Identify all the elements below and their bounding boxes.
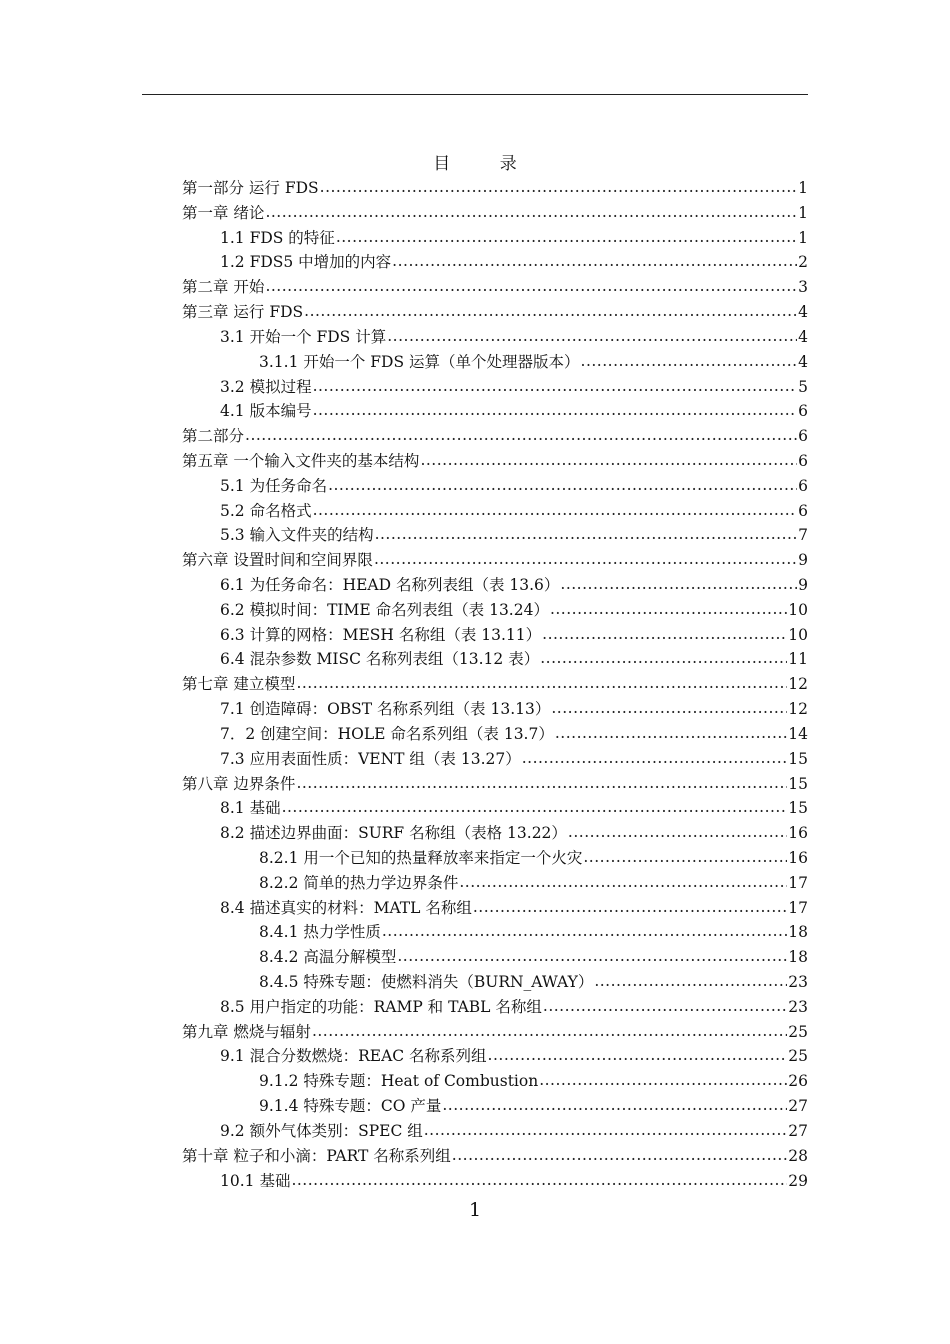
toc-entry[interactable]: [182, 474, 808, 499]
toc-entry[interactable]: [182, 325, 808, 350]
toc-entry-page: 16: [788, 824, 808, 843]
toc-entry[interactable]: [182, 1044, 808, 1069]
toc-entry-title: 8.4 描述真实的材料：MATL 名称组: [220, 898, 472, 917]
toc-entry-title: 3.1.1 开始一个 FDS 运算（单个处理器版本）: [259, 352, 580, 371]
toc-entry-title: 7.3 应用表面性质：VENT 组（表 13.27）: [220, 749, 521, 768]
toc-entry-title: 8.4.5 特殊专题：使燃料消失（BURN_AWAY）: [259, 973, 594, 991]
toc-entry-page: 15: [788, 799, 808, 818]
toc-dot-leader: [245, 423, 797, 448]
toc-entry-page: 17: [788, 898, 808, 917]
toc-entry[interactable]: [182, 300, 808, 325]
toc-dot-leader: [542, 622, 787, 647]
toc-dot-leader: [560, 572, 797, 597]
toc-entry-title: 6.2 模拟时间：TIME 命名列表组（表 13.24）: [220, 600, 549, 619]
toc-dot-leader: [320, 175, 797, 200]
toc-dot-leader: [265, 200, 797, 225]
toc-entry-page: 1: [798, 203, 808, 222]
toc-entry-page: 16: [788, 848, 808, 867]
toc-entry[interactable]: [182, 1069, 808, 1094]
toc-entry-title: 第十章 粒子和小滴：PART 名称系列组: [182, 1146, 451, 1165]
toc-entry-title: 第三章 运行 FDS: [182, 303, 304, 322]
toc-entry-title: 10.1 基础: [220, 1171, 291, 1190]
toc-dot-leader: [296, 771, 787, 796]
toc-dot-leader: [265, 274, 797, 299]
toc-entry-title: 3.2 模拟过程: [220, 377, 312, 396]
toc-dot-leader: [291, 1168, 787, 1193]
toc-dot-leader: [382, 919, 787, 944]
toc-dot-leader: [539, 1068, 787, 1093]
toc-entry[interactable]: [182, 399, 808, 424]
toc-entry-title: 9.2 额外气体类别：SPEC 组: [220, 1121, 423, 1140]
toc-entry-page: 18: [788, 923, 808, 942]
toc-entry-title: 9.1.2 特殊专题：Heat of Combustion: [259, 1072, 539, 1091]
toc-entry-title: 6.1 为任务命名：HEAD 名称列表组（表 13.6）: [220, 576, 560, 594]
toc-entry-page: 28: [788, 1146, 808, 1165]
toc-entry-page: 1: [798, 179, 808, 197]
toc-entry-page: 15: [788, 749, 808, 768]
toc-entry[interactable]: [182, 598, 808, 623]
toc-entry[interactable]: [182, 970, 808, 995]
toc-entry[interactable]: [182, 772, 808, 797]
toc-entry[interactable]: [182, 1144, 808, 1169]
toc-entry[interactable]: [182, 871, 808, 896]
toc-entry[interactable]: [182, 821, 808, 846]
toc-entry-title: 1.1 FDS 的特征: [220, 228, 335, 247]
toc-entry[interactable]: [182, 722, 808, 747]
toc-entry[interactable]: [182, 201, 808, 226]
toc-dot-leader: [459, 870, 787, 895]
toc-entry-title: 5.2 命名格式: [220, 501, 312, 520]
toc-entry-page: 29: [788, 1171, 808, 1190]
toc-entry-page: 14: [788, 724, 808, 743]
toc-dot-leader: [452, 1143, 787, 1168]
toc-dot-leader: [543, 994, 787, 1019]
toc-entry-page: 25: [788, 1022, 808, 1041]
toc-dot-leader: [375, 522, 798, 547]
toc-dot-leader: [442, 1093, 787, 1118]
toc-entry-title: 第六章 设置时间和空间界限: [182, 551, 373, 570]
toc-entry-title: 8.2 描述边界曲面：SURF 名称组（表格 13.22）: [220, 824, 567, 843]
toc-entry-page: 4: [798, 352, 808, 371]
toc-entry-page: 26: [788, 1072, 808, 1091]
toc-entry-title: 第一章 绪论: [182, 203, 265, 222]
toc-entry-page: 1: [798, 228, 808, 247]
toc-entry[interactable]: [182, 499, 808, 524]
toc-entry[interactable]: [182, 945, 808, 970]
toc-entry-title: 3.1 开始一个 FDS 计算: [220, 327, 387, 346]
toc-entry[interactable]: [182, 350, 808, 375]
toc-entry-page: 10: [788, 600, 808, 619]
toc-dot-leader: [397, 944, 787, 969]
toc-entry[interactable]: [182, 1020, 808, 1045]
toc-dot-leader: [550, 597, 787, 622]
toc-entry-title: 第七章 建立模型: [182, 675, 296, 694]
toc-entry-title: 第八章 边界条件: [182, 774, 296, 793]
toc-dot-leader: [522, 746, 788, 771]
toc-dot-leader: [568, 820, 787, 845]
toc-entry[interactable]: [182, 250, 808, 275]
toc-entry-title: 7．2 创建空间：HOLE 命名系列组（表 13.7）: [220, 724, 554, 743]
toc-entry[interactable]: [182, 548, 808, 573]
toc-entry-title: 5.1 为任务命名: [220, 476, 328, 495]
toc-dot-leader: [594, 969, 787, 994]
toc-entry-page: 15: [788, 774, 808, 793]
toc-entry[interactable]: [182, 796, 808, 821]
toc-dot-leader: [313, 498, 798, 523]
toc-entry-title: 第九章 燃烧与辐射: [182, 1022, 311, 1041]
toc-entry-title: 8.2.1 用一个已知的热量释放率来指定一个火灾: [259, 848, 583, 867]
toc-entry[interactable]: [182, 697, 808, 722]
toc-entry[interactable]: [182, 995, 808, 1020]
table-of-contents: [182, 176, 808, 1193]
toc-entry-title: 第二章 开始: [182, 278, 265, 297]
toc-entry-page: 18: [788, 948, 808, 967]
toc-dot-leader: [304, 299, 797, 324]
toc-entry-title: 9.1 混合分数燃烧：REAC 名称系列组: [220, 1047, 487, 1066]
toc-entry-page: 17: [788, 873, 808, 892]
toc-entry-page: 27: [788, 1121, 808, 1140]
toc-entry-title: 8.1 基础: [220, 799, 281, 818]
toc-dot-leader: [420, 448, 797, 473]
toc-entry-title: 1.2 FDS5 中增加的内容: [220, 253, 392, 272]
toc-entry-page: 12: [788, 700, 808, 719]
toc-entry-page: 9: [798, 576, 808, 594]
toc-entry-page: 6: [798, 476, 808, 495]
toc-entry[interactable]: [182, 920, 808, 945]
toc-entry-page: 23: [788, 973, 808, 991]
header-rule: [142, 94, 808, 95]
toc-dot-leader: [392, 249, 797, 274]
toc-entry[interactable]: [182, 647, 808, 672]
toc-entry-title: 8.2.2 简单的热力学边界条件: [259, 873, 459, 892]
toc-dot-leader: [387, 324, 797, 349]
toc-dot-leader: [328, 473, 797, 498]
toc-dot-leader: [583, 845, 787, 870]
toc-entry-title: 6.4 混杂参数 MISC 名称列表组（13.12 表）: [220, 650, 540, 669]
toc-entry-title: 第一部分 运行 FDS: [182, 179, 319, 197]
toc-title: 目 录: [433, 154, 539, 174]
toc-entry[interactable]: [182, 275, 808, 300]
toc-entry-title: 4.1 版本编号: [220, 402, 312, 421]
toc-entry-title: 6.3 计算的网格：MESH 名称组（表 13.11）: [220, 625, 542, 644]
toc-entry-page: 12: [788, 675, 808, 694]
toc-entry-page: 27: [788, 1097, 808, 1116]
toc-dot-leader: [313, 374, 798, 399]
toc-dot-leader: [336, 225, 797, 250]
toc-entry[interactable]: [182, 375, 808, 400]
toc-dot-leader: [473, 895, 787, 920]
toc-dot-leader: [374, 547, 797, 572]
toc-entry-page: 2: [798, 253, 808, 272]
toc-entry[interactable]: [182, 1169, 808, 1194]
toc-entry[interactable]: [182, 523, 808, 548]
toc-entry-title: 8.5 用户指定的功能：RAMP 和 TABL 名称组: [220, 997, 542, 1016]
toc-entry-page: 7: [798, 526, 808, 545]
toc-entry-title: 第二部分: [182, 427, 245, 446]
toc-entry[interactable]: [182, 896, 808, 921]
toc-entry-page: 6: [798, 451, 808, 470]
toc-entry-page: 3: [798, 278, 808, 297]
toc-dot-leader: [424, 1118, 788, 1143]
toc-entry-page: 9: [798, 551, 808, 570]
toc-dot-leader: [581, 349, 798, 374]
toc-dot-leader: [540, 646, 787, 671]
toc-entry-page: 11: [788, 650, 808, 669]
toc-entry-page: 25: [788, 1047, 808, 1066]
toc-entry-page: 10: [788, 625, 808, 644]
toc-entry-page: 5: [798, 377, 808, 396]
toc-entry-title: 第五章 一个输入文件夹的基本结构: [182, 451, 420, 470]
toc-dot-leader: [555, 721, 787, 746]
toc-entry-page: 6: [798, 501, 808, 520]
toc-entry[interactable]: [182, 747, 808, 772]
toc-entry-title: 8.4.1 热力学性质: [259, 923, 381, 942]
page-number: 1: [468, 1199, 482, 1221]
toc-dot-leader: [313, 398, 798, 423]
toc-entry-title: 7.1 创造障碍：OBST 名称系列组（表 13.13）: [220, 700, 551, 719]
toc-entry-page: 23: [788, 997, 808, 1016]
toc-entry[interactable]: [182, 623, 808, 648]
toc-entry[interactable]: [182, 1119, 808, 1144]
toc-entry-page: 6: [798, 402, 808, 421]
toc-entry-title: 8.4.2 高温分解模型: [259, 948, 397, 967]
toc-entry[interactable]: [182, 573, 808, 598]
toc-entry[interactable]: [182, 449, 808, 474]
toc-dot-leader: [312, 1019, 787, 1044]
toc-dot-leader: [488, 1043, 788, 1068]
toc-dot-leader: [551, 696, 787, 721]
toc-entry-page: 4: [798, 303, 808, 322]
toc-entry[interactable]: [182, 672, 808, 697]
toc-entry-title: 9.1.4 特殊专题：CO 产量: [259, 1097, 442, 1116]
toc-entry[interactable]: [182, 424, 808, 449]
toc-entry-page: 4: [798, 327, 808, 346]
toc-entry[interactable]: [182, 1094, 808, 1119]
toc-dot-leader: [296, 671, 787, 696]
toc-entry-title: 5.3 输入文件夹的结构: [220, 526, 374, 545]
toc-entry-page: 6: [798, 427, 808, 446]
toc-entry[interactable]: [182, 226, 808, 251]
toc-entry[interactable]: [182, 846, 808, 871]
toc-entry[interactable]: [182, 176, 808, 201]
toc-dot-leader: [282, 795, 788, 820]
